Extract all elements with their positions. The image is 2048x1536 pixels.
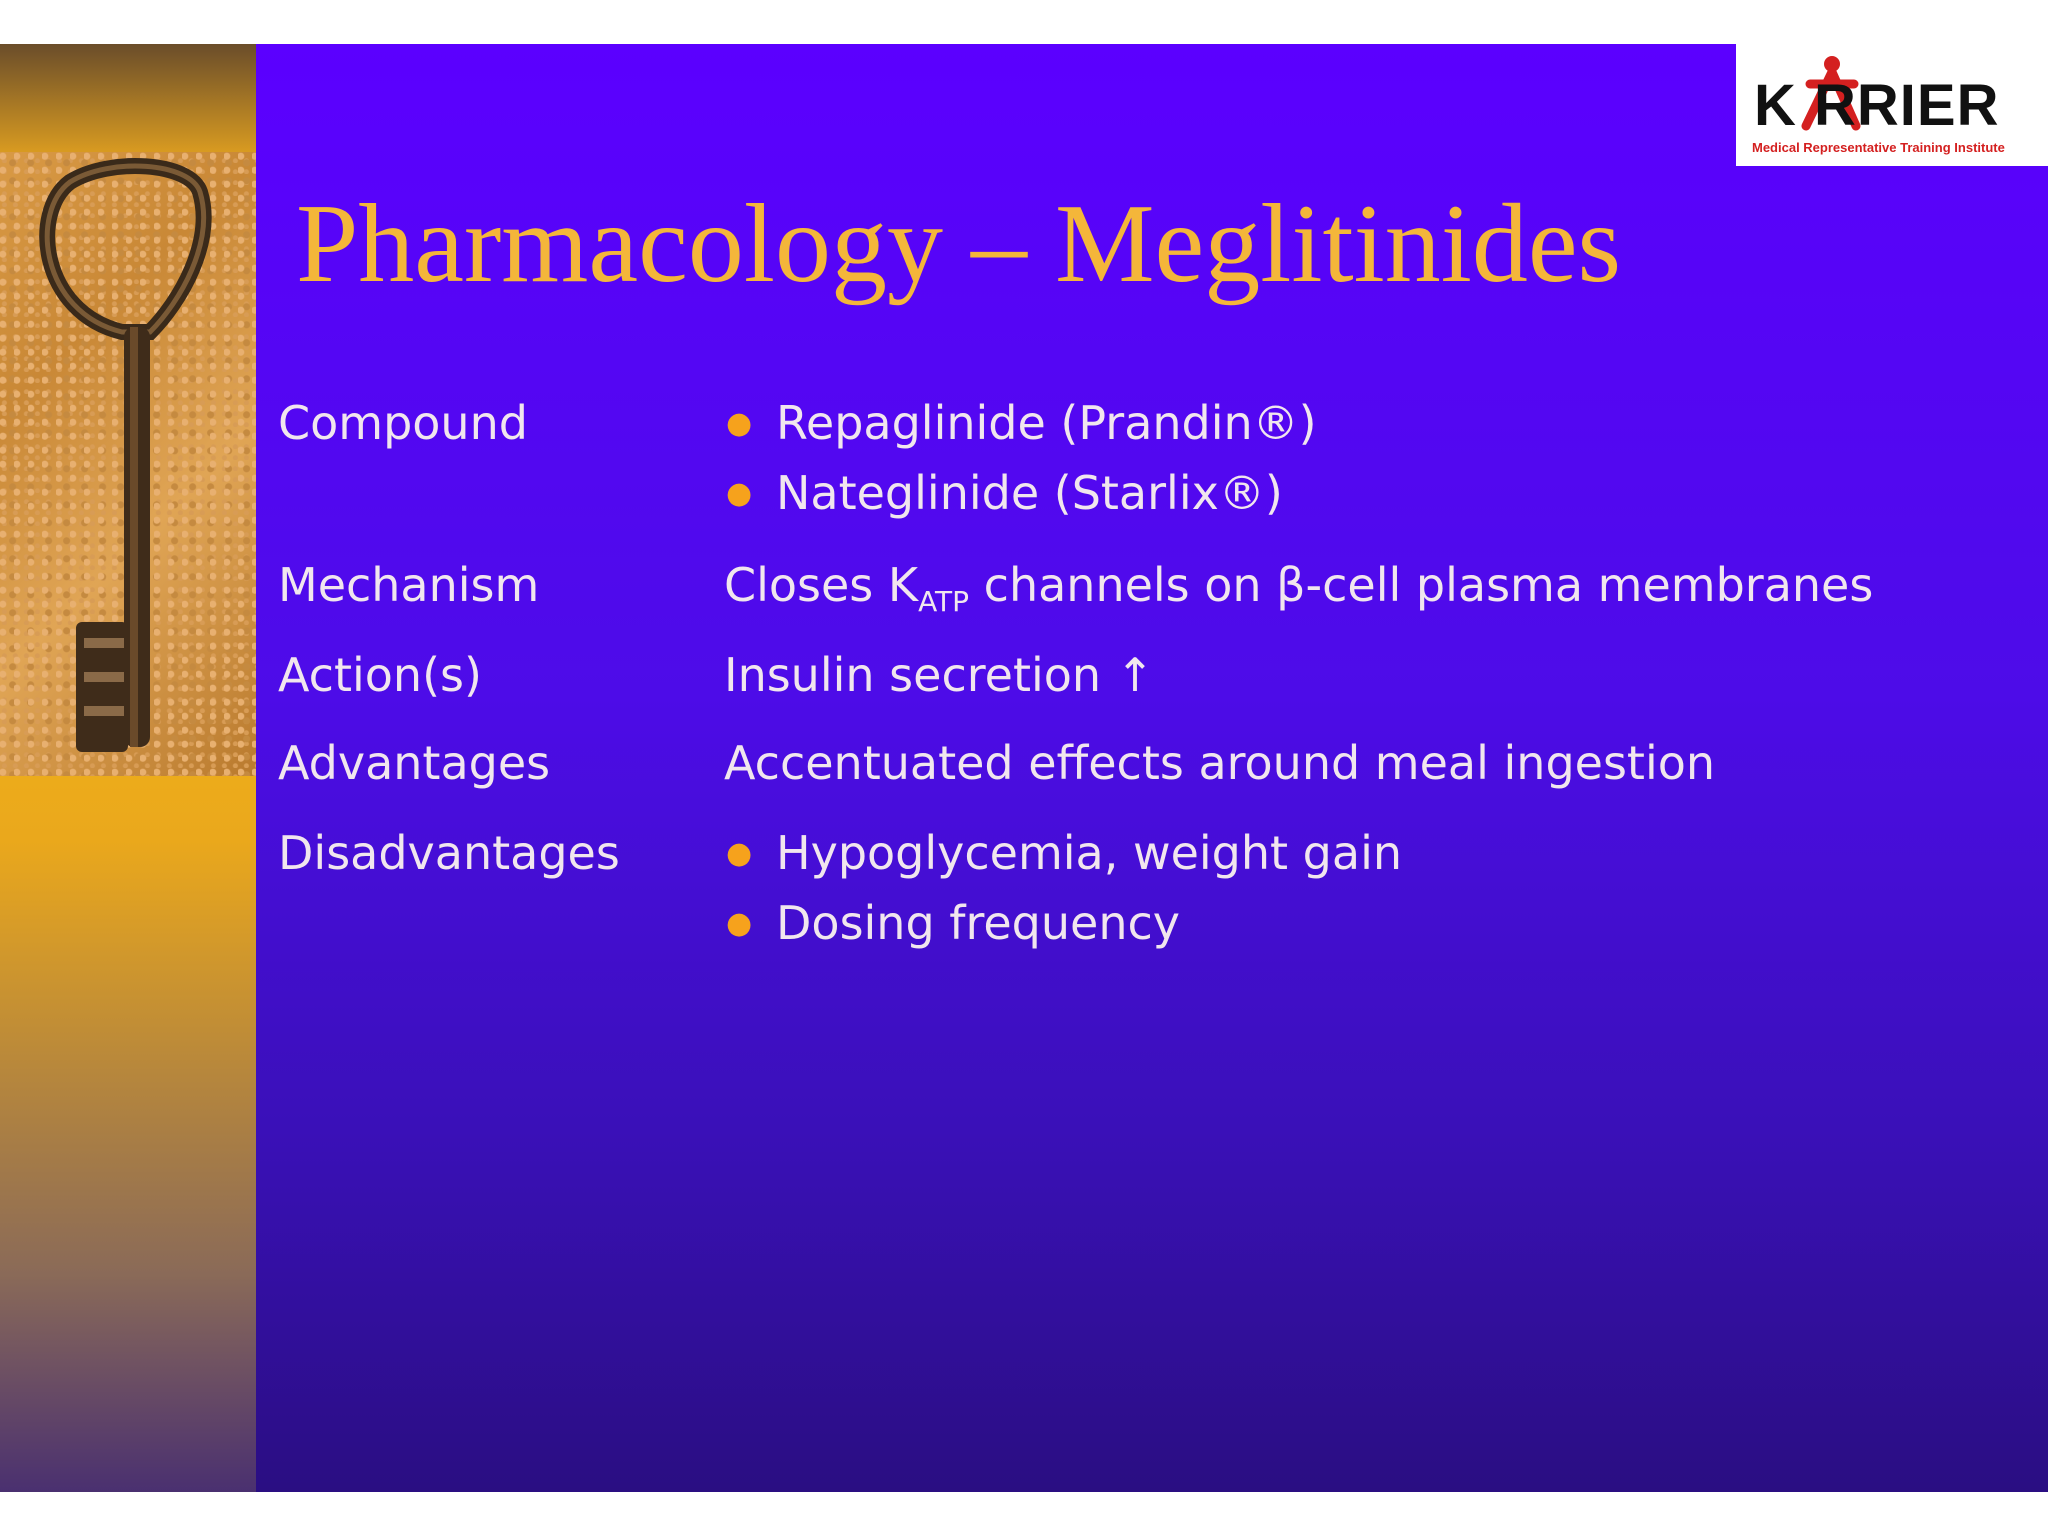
karrier-logo xyxy=(1736,44,2048,166)
mechanism-text-pre: Closes K xyxy=(724,558,919,612)
bullet-item xyxy=(726,896,1181,950)
bullet-text: Repaglinide (Prandin®) xyxy=(776,396,1317,450)
row-value-advantages: Accentuated effects around meal ingestion xyxy=(724,736,1716,790)
slide-title: Pharmacology – Meglitinides xyxy=(296,182,1622,306)
slide xyxy=(0,44,2048,1492)
bullet-dot-icon: ● xyxy=(726,836,753,871)
bullet-text: Hypoglycemia, weight gain xyxy=(776,826,1403,880)
row-label-actions: Action(s) xyxy=(278,648,482,702)
row-label-advantages: Advantages xyxy=(278,736,551,790)
logo-tagline: Medical Representative Training Institute xyxy=(1752,140,2005,155)
logo-brand-text: K RRIER xyxy=(1754,73,2000,138)
bullet-dot-icon: ● xyxy=(726,406,753,441)
bullet-text: Nateglinide (Starlix®) xyxy=(776,466,1283,520)
row-value-mechanism xyxy=(724,558,1873,618)
bullet-text: Dosing frequency xyxy=(776,896,1181,950)
mechanism-subscript: ATP xyxy=(918,585,970,618)
key-image xyxy=(0,152,256,776)
bullet-dot-icon: ● xyxy=(726,476,753,511)
row-label-mechanism: Mechanism xyxy=(278,558,540,612)
bullet-item xyxy=(726,466,1283,520)
key-icon xyxy=(0,152,256,776)
row-label-disadvantages: Disadvantages xyxy=(278,826,620,880)
row-label-compound: Compound xyxy=(278,396,528,450)
row-value-actions: Insulin secretion ↑ xyxy=(724,648,1155,702)
mechanism-text-post: channels on β-cell plasma membranes xyxy=(969,558,1874,612)
bullet-dot-icon: ● xyxy=(726,906,753,941)
bullet-item xyxy=(726,396,1317,450)
bullet-item xyxy=(726,826,1403,880)
